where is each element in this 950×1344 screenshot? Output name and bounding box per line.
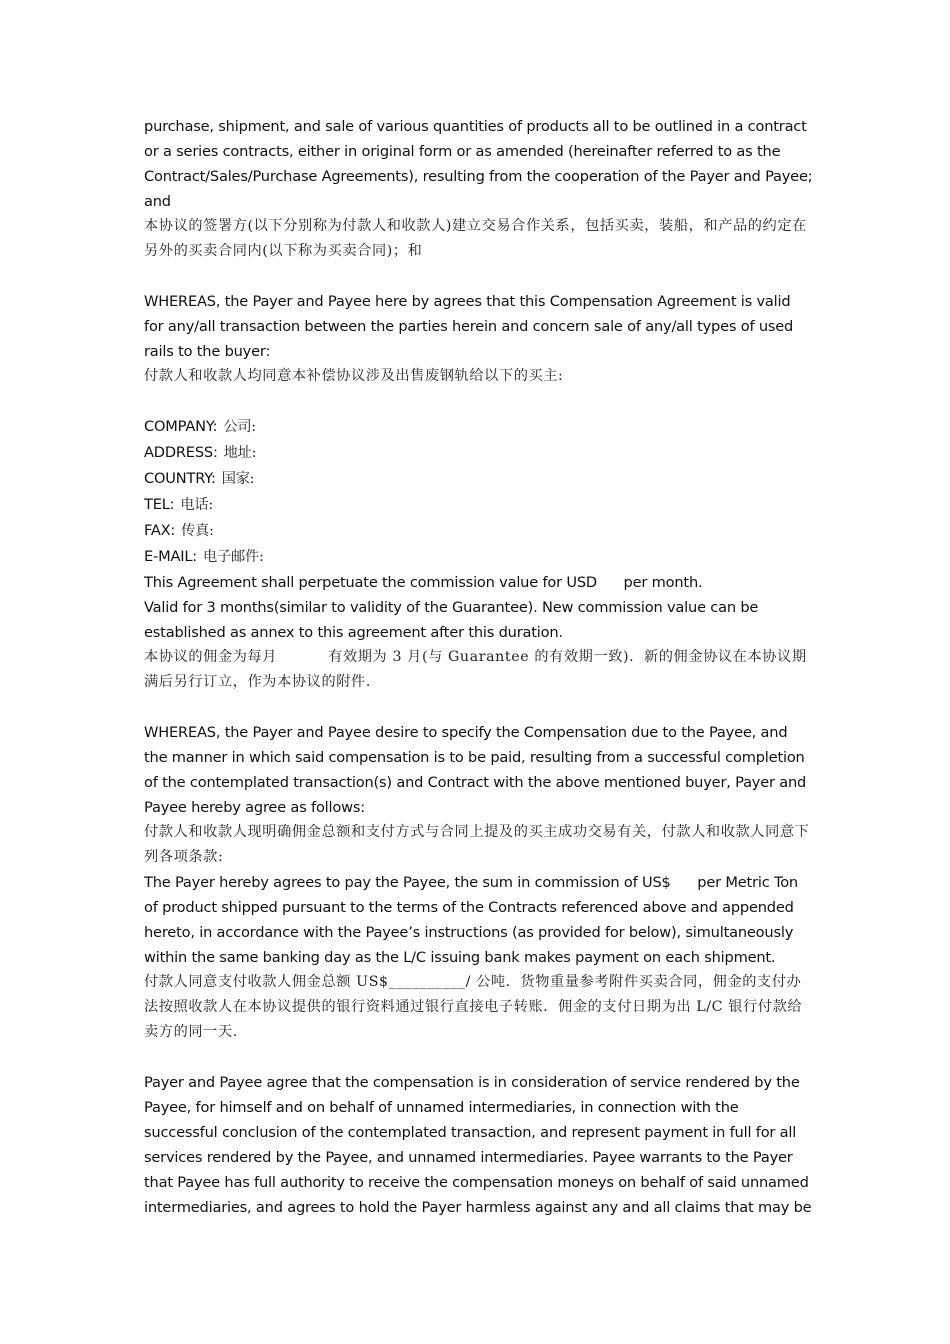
paragraph-validity-en: Valid for 3 months(similar to validity of the Guarantee). New commission value can be established as annex to this agreement after this duration. [144,599,763,641]
paragraph-whereas-compensation-cn: 付款人和收款人现明确佣金总额和支付方式与合同上提及的买主成功交易有关，付款人和收款人同意下列各项条款: [144,824,810,865]
spacer [144,1045,814,1070]
spacer [144,389,814,414]
buyer-field-company [144,414,814,440]
paragraph-commission-value-en: This Agreement shall perpetuate the commission value for USD per month. [144,574,703,591]
paragraph-whereas-validity-en: WHEREAS, the Payer and Payee here by agrees that this Compensation Agreement is valid for any/all transaction between the parties herein and concern sale of any/all types of used rails to the buyer: [144,293,798,360]
paragraph-payment-terms-cn: 付款人同意支付收款人佣金总额 US$__________/ 公吨．货物重量参考附件买卖合同，佣金的支付办法按照收款人在本协议提供的银行资料通过银行直接电子转账．佣金的支付日期为出 L/C 银行付款给卖方的同一天. [144,974,803,1040]
field-label-cn: 国家: [221,471,255,487]
paragraph-commission-cn: 本协议的佣金为每月 有效期为 3 月(与 Guarantee 的有效期一致)．新的佣金协议在本协议期满后另行订立，作为本协议的附件. [144,649,807,690]
field-label-cn: 地址: [223,445,257,461]
paragraph-cooperation-cn: 本协议的签署方(以下分别称为付款人和收款人)建立交易合作关系，包括买卖，装船，和产品的约定在另外的买卖合同内(以下称为买卖合同)；和 [144,218,807,259]
field-label-cn: 公司: [223,419,256,435]
document-page [144,114,817,1220]
field-label: E-MAIL: [144,548,198,565]
buyer-field-tel [144,492,814,518]
spacer [144,264,814,289]
paragraph-whereas-validity-cn: 付款人和收款人均同意本补偿协议涉及出售废钢轨给以下的买主: [144,368,564,384]
field-label: ADDRESS: [144,444,218,461]
buyer-field-fax [144,518,814,544]
buyer-field-address [144,440,814,466]
field-label: COMPANY: [144,418,218,435]
paragraph-payment-terms-en: The Payer hereby agrees to pay the Payee, the sum in commission of US$ per Metric Ton of product shipped pursuant to the terms of the Contracts referenced above and appended hereto, in accordance with the Payee’s instructions (as provided for below), simultaneously within the same banking day as the L/C issuing bank makes payment on each shipment. [144,874,803,966]
paragraph-consideration-en: Payer and Payee agree that the compensation is in consideration of service rendered by the Payee, for himself and on behalf of unnamed intermediaries, in connection with the successful conclusion of the contemplated transaction, and represent payment in full for all services rendered by the Payee, and unnamed intermediaries. Payee warrants to the Payer that Payee has full authority to receive the compensation moneys on behalf of said unnamed intermediaries, and agrees to hold the Payer harmless against any and all claims that may be [144,1074,814,1216]
field-label-cn: 传真: [181,523,214,539]
buyer-field-email [144,544,814,570]
paragraph-whereas-compensation-en: WHEREAS, the Payer and Payee desire to specify the Compensation due to the Payee, and the manner in which said compensation is to be paid, resulting from a successful completion of the contemplated transaction(s) and Contract with the above mentioned buyer, Payer and Payee hereby agree as follows: [144,724,811,816]
field-label: COUNTRY: [144,470,216,487]
field-label: FAX: [144,522,176,539]
field-label-cn: 电子邮件: [203,549,264,565]
field-label-cn: 电话: [180,497,213,513]
field-label: TEL: [144,496,175,513]
buyer-field-country [144,466,814,492]
buyer-fields [144,414,814,570]
paragraph-cooperation-en: purchase, shipment, and sale of various quantities of products all to be outlined in a contract or a series contracts, either in original form or as amended (hereinafter referred to as the Contract/Sales/Purchase Agreements), resulting from the cooperation of the Payer and Payee; and [144,118,817,210]
spacer [144,695,814,720]
